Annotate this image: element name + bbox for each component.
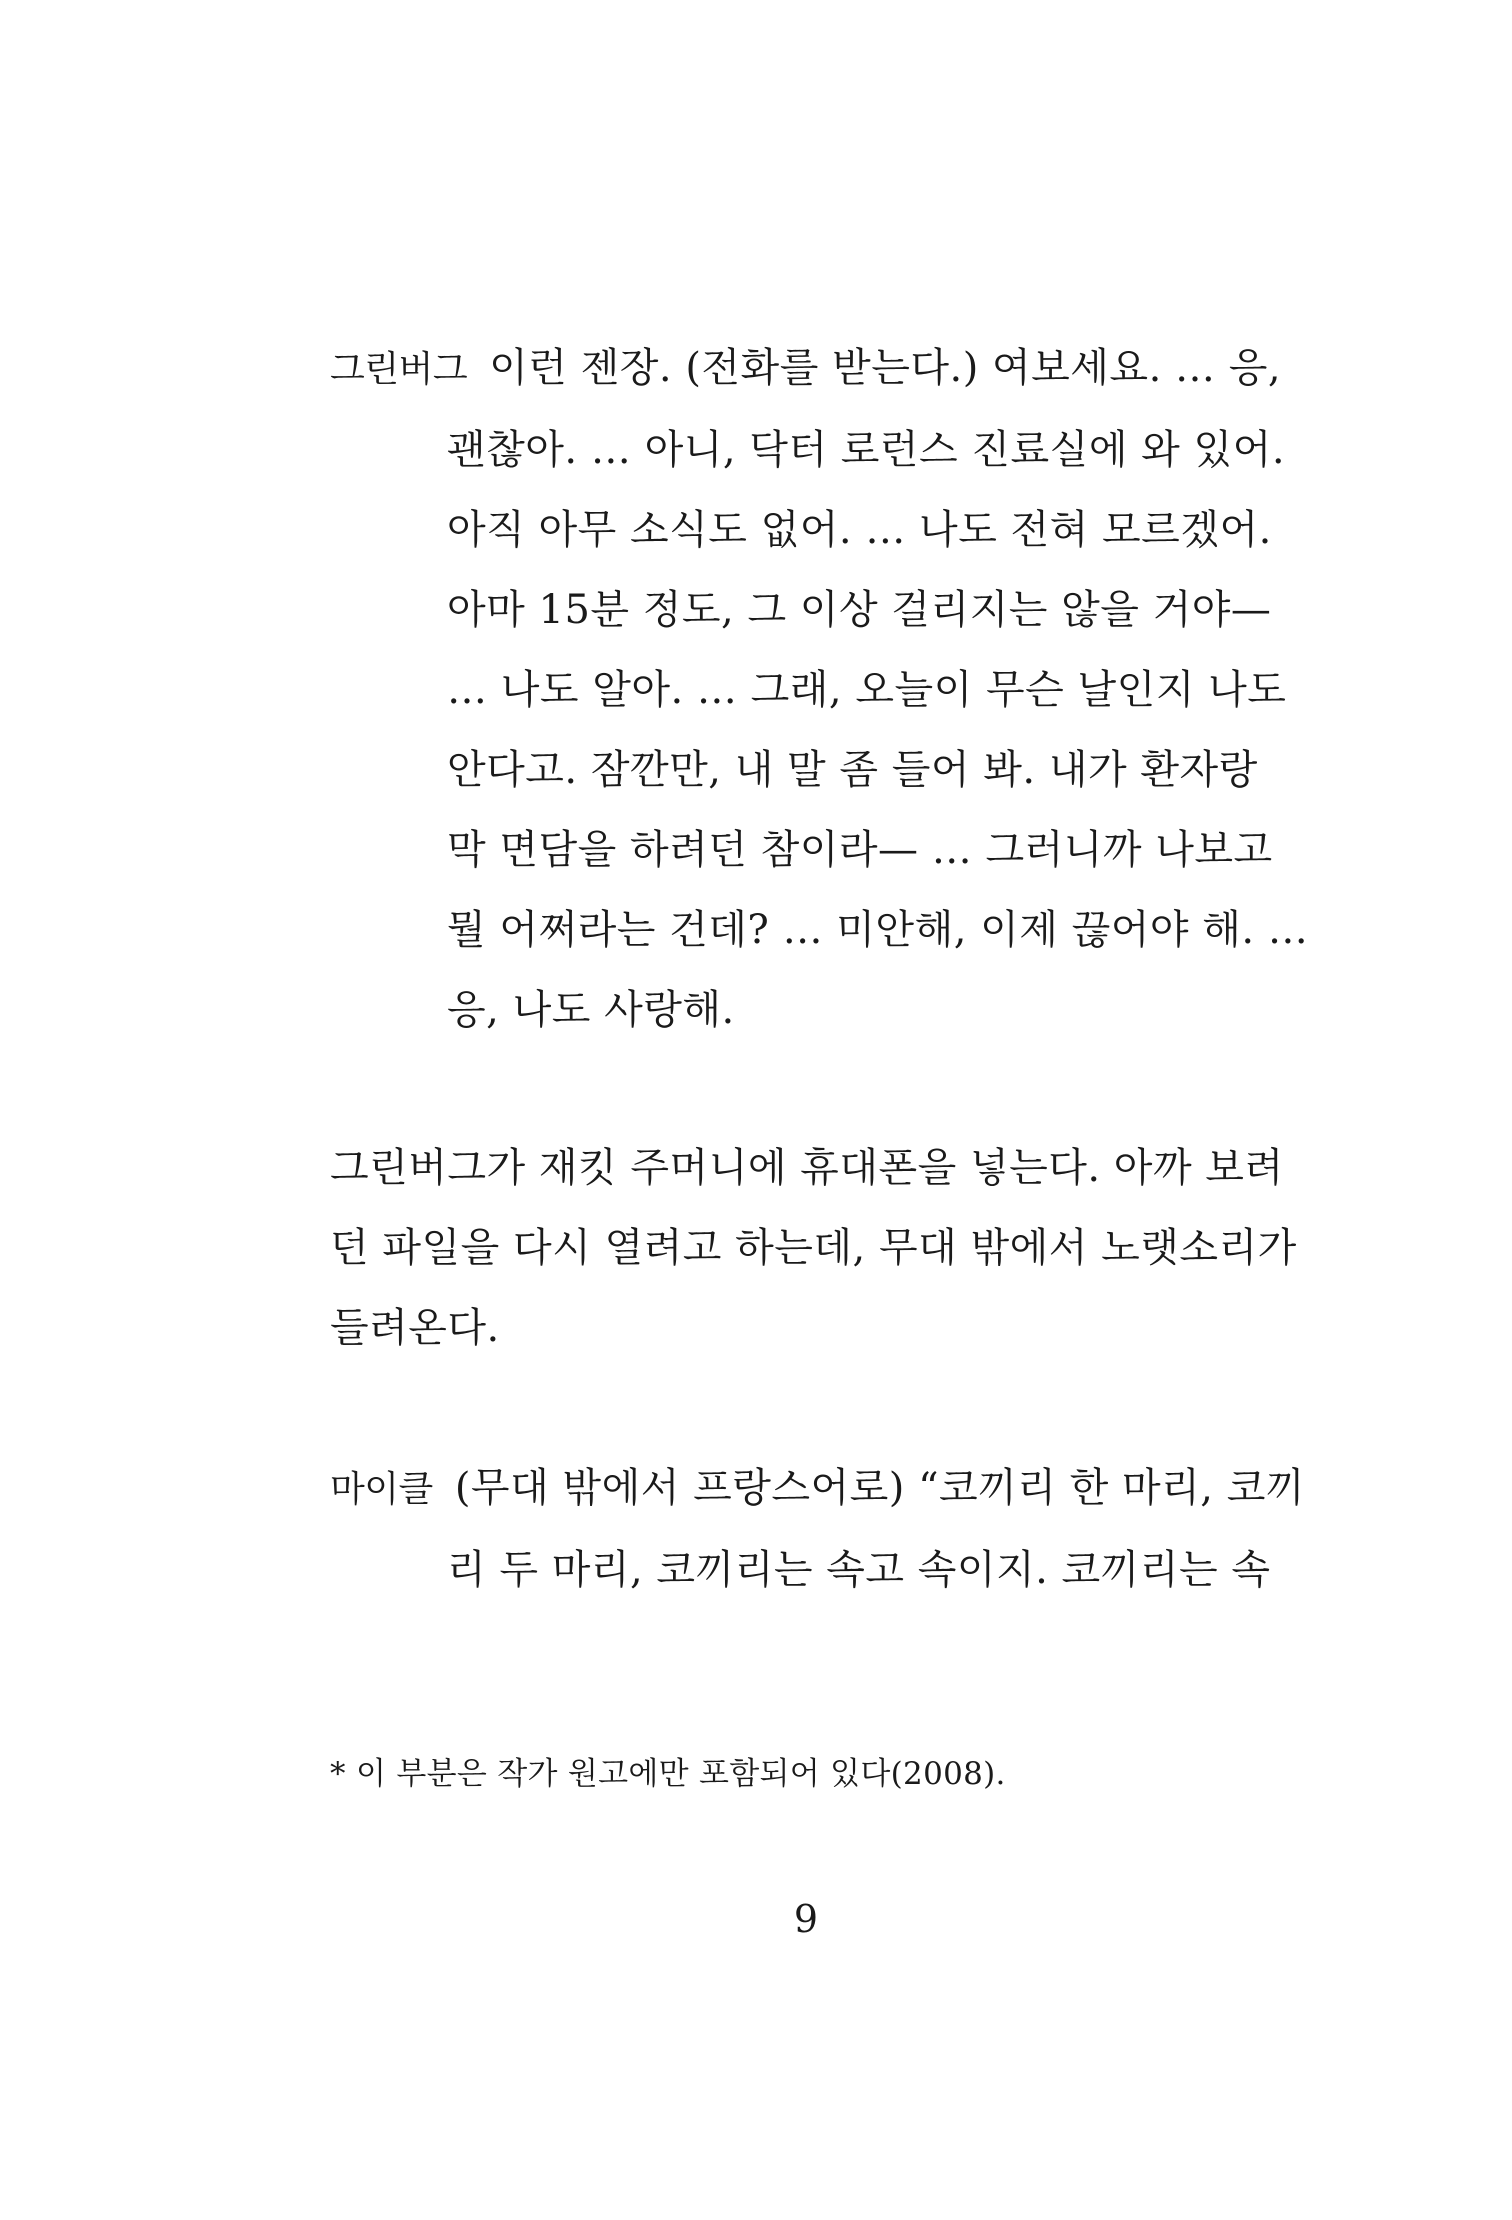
dialogue-line: … 나도 알아. … 그래, 오늘이 무슨 날인지 나도: [447, 667, 1287, 713]
dialogue-greenberg: [330, 328, 1309, 1050]
dialogue-line: 응, 나도 사랑해.: [447, 987, 735, 1033]
dialogue-line: [330, 328, 1282, 410]
dialogue-michael: [330, 1448, 1306, 1610]
stage-direction-line: 그린버그가 재킷 주머니에 휴대폰을 넣는다. 아까 보려: [330, 1145, 1284, 1191]
footnote: * 이 부분은 작가 원고에만 포함되어 있다(2008).: [330, 1756, 1006, 1792]
speaker-name-greenberg: 그린버그: [330, 349, 468, 390]
dialogue-line: 괜찮아. … 아니, 닥터 로런스 진료실에 와 있어.: [447, 427, 1286, 473]
dialogue-text: (무대 밖에서 프랑스어로) “코끼리 한 마리, 코끼: [454, 1465, 1306, 1511]
speaker-name-michael: 마이클: [330, 1469, 433, 1510]
dialogue-line: 뭘 어쩌라는 건데? … 미안해, 이제 끊어야 해. …: [447, 907, 1309, 953]
dialogue-line: 막 면담을 하려던 참이라— … 그러니까 나보고: [447, 827, 1273, 873]
dialogue-line: 아직 아무 소식도 없어. … 나도 전혀 모르겠어.: [447, 507, 1272, 553]
dialogue-text: 이런 젠장. (전화를 받는다.) 여보세요. … 응,: [489, 345, 1282, 391]
dialogue-line: 아마 15분 정도, 그 이상 걸리지는 않을 거야—: [447, 587, 1272, 633]
stage-direction-line: 던 파일을 다시 열려고 하는데, 무대 밖에서 노랫소리가: [330, 1225, 1297, 1271]
page-number: 9: [793, 1897, 819, 1941]
stage-direction: [330, 1128, 1297, 1368]
dialogue-line: 안다고. 잠깐만, 내 말 좀 들어 봐. 내가 환자랑: [447, 747, 1258, 793]
stage-direction-line: 들려온다.: [330, 1305, 500, 1351]
dialogue-line: 리 두 마리, 코끼리는 속고 속이지. 코끼리는 속: [447, 1547, 1271, 1593]
dialogue-line: [330, 1448, 1306, 1530]
